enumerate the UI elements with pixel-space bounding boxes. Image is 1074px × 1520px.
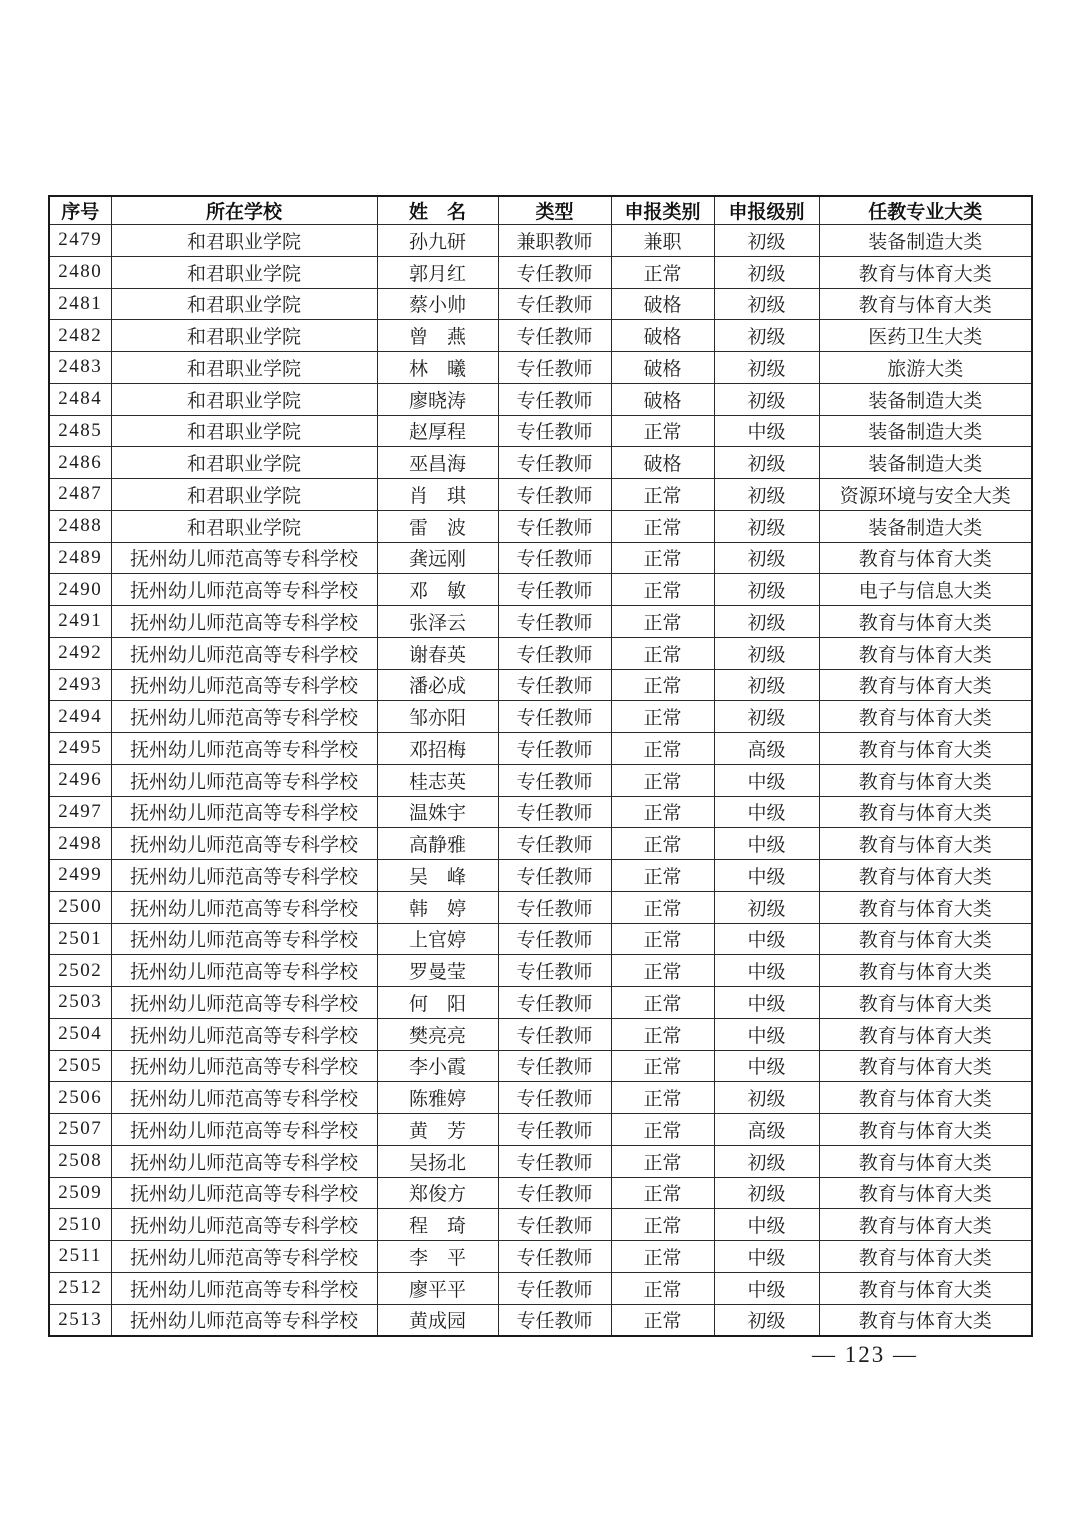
cell-level: 初级 bbox=[714, 225, 819, 257]
table-row bbox=[49, 1177, 1032, 1209]
cell-type: 专任教师 bbox=[498, 606, 611, 638]
cell-index: 2493 bbox=[49, 669, 111, 701]
cell-type: 专任教师 bbox=[498, 288, 611, 320]
cell-level: 中级 bbox=[714, 1241, 819, 1273]
cell-school: 抚州幼儿师范高等专科学校 bbox=[111, 923, 377, 955]
cell-name: 黄成园 bbox=[377, 1304, 498, 1336]
table-row bbox=[49, 447, 1032, 479]
cell-index: 2497 bbox=[49, 796, 111, 828]
cell-name: 龚远刚 bbox=[377, 542, 498, 574]
cell-index: 2494 bbox=[49, 701, 111, 733]
cell-index: 2502 bbox=[49, 955, 111, 987]
cell-type: 专任教师 bbox=[498, 796, 611, 828]
cell-name: 程 琦 bbox=[377, 1209, 498, 1241]
cell-type: 专任教师 bbox=[498, 320, 611, 352]
cell-school: 抚州幼儿师范高等专科学校 bbox=[111, 606, 377, 638]
table-row bbox=[49, 764, 1032, 796]
cell-type: 专任教师 bbox=[498, 1272, 611, 1304]
cell-school: 抚州幼儿师范高等专科学校 bbox=[111, 1304, 377, 1336]
cell-index: 2508 bbox=[49, 1145, 111, 1177]
cell-category: 破格 bbox=[611, 320, 714, 352]
cell-major: 装备制造大类 bbox=[819, 383, 1032, 415]
cell-major: 资源环境与安全大类 bbox=[819, 479, 1032, 511]
cell-school: 抚州幼儿师范高等专科学校 bbox=[111, 1209, 377, 1241]
cell-name: 李小霞 bbox=[377, 1050, 498, 1082]
cell-type: 专任教师 bbox=[498, 987, 611, 1019]
cell-category: 正常 bbox=[611, 828, 714, 860]
table-row bbox=[49, 1241, 1032, 1273]
cell-category: 正常 bbox=[611, 669, 714, 701]
cell-major: 教育与体育大类 bbox=[819, 1209, 1032, 1241]
cell-major: 教育与体育大类 bbox=[819, 828, 1032, 860]
cell-name: 巫昌海 bbox=[377, 447, 498, 479]
cell-category: 正常 bbox=[611, 1114, 714, 1146]
cell-school: 抚州幼儿师范高等专科学校 bbox=[111, 733, 377, 765]
cell-category: 正常 bbox=[611, 606, 714, 638]
cell-school: 和君职业学院 bbox=[111, 288, 377, 320]
cell-school: 抚州幼儿师范高等专科学校 bbox=[111, 1050, 377, 1082]
table-row bbox=[49, 1209, 1032, 1241]
cell-major: 教育与体育大类 bbox=[819, 669, 1032, 701]
cell-level: 中级 bbox=[714, 1209, 819, 1241]
cell-category: 正常 bbox=[611, 1272, 714, 1304]
cell-major: 教育与体育大类 bbox=[819, 1272, 1032, 1304]
cell-major: 教育与体育大类 bbox=[819, 1145, 1032, 1177]
cell-index: 2486 bbox=[49, 447, 111, 479]
cell-level: 中级 bbox=[714, 1018, 819, 1050]
table-row bbox=[49, 1304, 1032, 1336]
cell-index: 2501 bbox=[49, 923, 111, 955]
table-row bbox=[49, 637, 1032, 669]
cell-index: 2481 bbox=[49, 288, 111, 320]
cell-category: 正常 bbox=[611, 1209, 714, 1241]
table-row bbox=[49, 796, 1032, 828]
cell-category: 正常 bbox=[611, 637, 714, 669]
cell-major: 装备制造大类 bbox=[819, 510, 1032, 542]
cell-index: 2484 bbox=[49, 383, 111, 415]
cell-level: 中级 bbox=[714, 1272, 819, 1304]
cell-school: 抚州幼儿师范高等专科学校 bbox=[111, 796, 377, 828]
cell-index: 2507 bbox=[49, 1114, 111, 1146]
cell-level: 中级 bbox=[714, 415, 819, 447]
cell-school: 和君职业学院 bbox=[111, 256, 377, 288]
cell-major: 教育与体育大类 bbox=[819, 1018, 1032, 1050]
cell-name: 樊亮亮 bbox=[377, 1018, 498, 1050]
cell-level: 初级 bbox=[714, 479, 819, 511]
cell-category: 破格 bbox=[611, 383, 714, 415]
column-header-index: 序号 bbox=[49, 196, 111, 225]
cell-major: 教育与体育大类 bbox=[819, 796, 1032, 828]
cell-school: 抚州幼儿师范高等专科学校 bbox=[111, 1272, 377, 1304]
cell-level: 初级 bbox=[714, 1145, 819, 1177]
cell-type: 专任教师 bbox=[498, 352, 611, 384]
cell-index: 2503 bbox=[49, 987, 111, 1019]
cell-major: 教育与体育大类 bbox=[819, 542, 1032, 574]
cell-index: 2489 bbox=[49, 542, 111, 574]
cell-index: 2510 bbox=[49, 1209, 111, 1241]
cell-major: 教育与体育大类 bbox=[819, 733, 1032, 765]
column-header-type: 类型 bbox=[498, 196, 611, 225]
cell-type: 专任教师 bbox=[498, 256, 611, 288]
cell-index: 2511 bbox=[49, 1241, 111, 1273]
cell-major: 教育与体育大类 bbox=[819, 891, 1032, 923]
column-header-category: 申报类别 bbox=[611, 196, 714, 225]
table-row bbox=[49, 828, 1032, 860]
cell-type: 专任教师 bbox=[498, 415, 611, 447]
cell-category: 正常 bbox=[611, 796, 714, 828]
cell-school: 抚州幼儿师范高等专科学校 bbox=[111, 1082, 377, 1114]
cell-major: 医药卫生大类 bbox=[819, 320, 1032, 352]
cell-index: 2504 bbox=[49, 1018, 111, 1050]
cell-type: 专任教师 bbox=[498, 828, 611, 860]
cell-name: 上官婷 bbox=[377, 923, 498, 955]
cell-major: 装备制造大类 bbox=[819, 225, 1032, 257]
cell-level: 初级 bbox=[714, 701, 819, 733]
column-header-name: 姓 名 bbox=[377, 196, 498, 225]
cell-name: 雷 波 bbox=[377, 510, 498, 542]
cell-name: 桂志英 bbox=[377, 764, 498, 796]
cell-index: 2488 bbox=[49, 510, 111, 542]
cell-school: 和君职业学院 bbox=[111, 352, 377, 384]
table-row bbox=[49, 733, 1032, 765]
cell-name: 郑俊方 bbox=[377, 1177, 498, 1209]
cell-index: 2509 bbox=[49, 1177, 111, 1209]
table-header-row bbox=[49, 196, 1032, 225]
cell-type: 专任教师 bbox=[498, 955, 611, 987]
table-row bbox=[49, 669, 1032, 701]
cell-school: 抚州幼儿师范高等专科学校 bbox=[111, 574, 377, 606]
cell-category: 正常 bbox=[611, 1082, 714, 1114]
cell-name: 韩 婷 bbox=[377, 891, 498, 923]
table-row bbox=[49, 1082, 1032, 1114]
cell-school: 抚州幼儿师范高等专科学校 bbox=[111, 891, 377, 923]
cell-type: 专任教师 bbox=[498, 479, 611, 511]
cell-type: 专任教师 bbox=[498, 637, 611, 669]
cell-level: 高级 bbox=[714, 733, 819, 765]
cell-name: 邹亦阳 bbox=[377, 701, 498, 733]
cell-index: 2505 bbox=[49, 1050, 111, 1082]
cell-type: 专任教师 bbox=[498, 447, 611, 479]
cell-level: 中级 bbox=[714, 764, 819, 796]
table-row bbox=[49, 256, 1032, 288]
cell-major: 装备制造大类 bbox=[819, 447, 1032, 479]
cell-name: 张泽云 bbox=[377, 606, 498, 638]
table-row bbox=[49, 479, 1032, 511]
cell-major: 教育与体育大类 bbox=[819, 288, 1032, 320]
cell-school: 和君职业学院 bbox=[111, 447, 377, 479]
cell-type: 专任教师 bbox=[498, 1114, 611, 1146]
table-row bbox=[49, 923, 1032, 955]
table-row bbox=[49, 860, 1032, 892]
cell-school: 和君职业学院 bbox=[111, 510, 377, 542]
cell-major: 教育与体育大类 bbox=[819, 1050, 1032, 1082]
cell-type: 专任教师 bbox=[498, 1209, 611, 1241]
cell-type: 专任教师 bbox=[498, 1241, 611, 1273]
cell-major: 教育与体育大类 bbox=[819, 987, 1032, 1019]
column-header-major: 任教专业大类 bbox=[819, 196, 1032, 225]
column-header-level: 申报级别 bbox=[714, 196, 819, 225]
cell-type: 专任教师 bbox=[498, 891, 611, 923]
cell-index: 2499 bbox=[49, 860, 111, 892]
cell-name: 何 阳 bbox=[377, 987, 498, 1019]
cell-level: 中级 bbox=[714, 955, 819, 987]
cell-name: 肖 琪 bbox=[377, 479, 498, 511]
cell-major: 教育与体育大类 bbox=[819, 955, 1032, 987]
cell-major: 教育与体育大类 bbox=[819, 637, 1032, 669]
cell-school: 抚州幼儿师范高等专科学校 bbox=[111, 1114, 377, 1146]
cell-name: 赵厚程 bbox=[377, 415, 498, 447]
cell-type: 专任教师 bbox=[498, 860, 611, 892]
cell-school: 抚州幼儿师范高等专科学校 bbox=[111, 1018, 377, 1050]
cell-category: 正常 bbox=[611, 1145, 714, 1177]
cell-type: 专任教师 bbox=[498, 510, 611, 542]
table-row bbox=[49, 955, 1032, 987]
table-row bbox=[49, 320, 1032, 352]
cell-type: 专任教师 bbox=[498, 574, 611, 606]
cell-category: 正常 bbox=[611, 415, 714, 447]
cell-index: 2479 bbox=[49, 225, 111, 257]
cell-school: 抚州幼儿师范高等专科学校 bbox=[111, 637, 377, 669]
cell-level: 初级 bbox=[714, 1082, 819, 1114]
cell-school: 抚州幼儿师范高等专科学校 bbox=[111, 542, 377, 574]
cell-level: 初级 bbox=[714, 1177, 819, 1209]
cell-category: 正常 bbox=[611, 860, 714, 892]
cell-type: 专任教师 bbox=[498, 701, 611, 733]
cell-level: 中级 bbox=[714, 987, 819, 1019]
cell-name: 温姝宇 bbox=[377, 796, 498, 828]
cell-major: 教育与体育大类 bbox=[819, 606, 1032, 638]
cell-type: 专任教师 bbox=[498, 669, 611, 701]
cell-level: 初级 bbox=[714, 256, 819, 288]
cell-name: 吴扬北 bbox=[377, 1145, 498, 1177]
cell-type: 专任教师 bbox=[498, 1082, 611, 1114]
cell-school: 和君职业学院 bbox=[111, 383, 377, 415]
page-number: — 123 — bbox=[812, 1342, 918, 1367]
cell-category: 正常 bbox=[611, 1304, 714, 1336]
cell-level: 初级 bbox=[714, 542, 819, 574]
cell-school: 和君职业学院 bbox=[111, 320, 377, 352]
cell-name: 陈雅婷 bbox=[377, 1082, 498, 1114]
table-row bbox=[49, 1114, 1032, 1146]
cell-name: 曾 燕 bbox=[377, 320, 498, 352]
cell-major: 教育与体育大类 bbox=[819, 860, 1032, 892]
cell-index: 2487 bbox=[49, 479, 111, 511]
cell-level: 中级 bbox=[714, 923, 819, 955]
table-row bbox=[49, 352, 1032, 384]
cell-category: 正常 bbox=[611, 574, 714, 606]
cell-category: 正常 bbox=[611, 701, 714, 733]
table-row bbox=[49, 225, 1032, 257]
cell-major: 教育与体育大类 bbox=[819, 1082, 1032, 1114]
cell-index: 2483 bbox=[49, 352, 111, 384]
cell-name: 罗曼莹 bbox=[377, 955, 498, 987]
cell-index: 2480 bbox=[49, 256, 111, 288]
cell-category: 正常 bbox=[611, 764, 714, 796]
cell-category: 正常 bbox=[611, 1050, 714, 1082]
cell-level: 中级 bbox=[714, 828, 819, 860]
cell-level: 初级 bbox=[714, 447, 819, 479]
cell-category: 破格 bbox=[611, 447, 714, 479]
cell-level: 初级 bbox=[714, 510, 819, 542]
cell-name: 谢春英 bbox=[377, 637, 498, 669]
cell-category: 正常 bbox=[611, 955, 714, 987]
cell-level: 初级 bbox=[714, 1304, 819, 1336]
cell-type: 专任教师 bbox=[498, 542, 611, 574]
cell-major: 教育与体育大类 bbox=[819, 256, 1032, 288]
cell-school: 抚州幼儿师范高等专科学校 bbox=[111, 1177, 377, 1209]
cell-index: 2496 bbox=[49, 764, 111, 796]
cell-major: 教育与体育大类 bbox=[819, 1177, 1032, 1209]
table-row bbox=[49, 1050, 1032, 1082]
cell-level: 中级 bbox=[714, 796, 819, 828]
cell-category: 正常 bbox=[611, 1177, 714, 1209]
cell-category: 正常 bbox=[611, 479, 714, 511]
cell-major: 教育与体育大类 bbox=[819, 1114, 1032, 1146]
cell-major: 旅游大类 bbox=[819, 352, 1032, 384]
cell-category: 正常 bbox=[611, 923, 714, 955]
cell-index: 2492 bbox=[49, 637, 111, 669]
cell-type: 专任教师 bbox=[498, 1018, 611, 1050]
cell-school: 抚州幼儿师范高等专科学校 bbox=[111, 828, 377, 860]
cell-name: 郭月红 bbox=[377, 256, 498, 288]
cell-index: 2485 bbox=[49, 415, 111, 447]
cell-school: 抚州幼儿师范高等专科学校 bbox=[111, 860, 377, 892]
cell-index: 2512 bbox=[49, 1272, 111, 1304]
cell-type: 专任教师 bbox=[498, 764, 611, 796]
cell-index: 2491 bbox=[49, 606, 111, 638]
table-row bbox=[49, 987, 1032, 1019]
cell-level: 中级 bbox=[714, 860, 819, 892]
cell-name: 邓 敏 bbox=[377, 574, 498, 606]
cell-level: 初级 bbox=[714, 574, 819, 606]
cell-level: 初级 bbox=[714, 383, 819, 415]
cell-major: 教育与体育大类 bbox=[819, 923, 1032, 955]
teacher-roster-table bbox=[48, 195, 1033, 1337]
cell-index: 2506 bbox=[49, 1082, 111, 1114]
table-row bbox=[49, 383, 1032, 415]
cell-name: 孙九研 bbox=[377, 225, 498, 257]
cell-major: 装备制造大类 bbox=[819, 415, 1032, 447]
cell-type: 专任教师 bbox=[498, 733, 611, 765]
cell-category: 正常 bbox=[611, 542, 714, 574]
cell-major: 电子与信息大类 bbox=[819, 574, 1032, 606]
cell-level: 初级 bbox=[714, 352, 819, 384]
cell-name: 林 曦 bbox=[377, 352, 498, 384]
cell-level: 中级 bbox=[714, 1050, 819, 1082]
cell-index: 2482 bbox=[49, 320, 111, 352]
cell-level: 初级 bbox=[714, 288, 819, 320]
cell-category: 正常 bbox=[611, 1018, 714, 1050]
table-row bbox=[49, 1272, 1032, 1304]
table-row bbox=[49, 891, 1032, 923]
cell-name: 高静雅 bbox=[377, 828, 498, 860]
table-row bbox=[49, 701, 1032, 733]
cell-category: 破格 bbox=[611, 288, 714, 320]
cell-level: 初级 bbox=[714, 891, 819, 923]
cell-school: 抚州幼儿师范高等专科学校 bbox=[111, 955, 377, 987]
cell-name: 廖平平 bbox=[377, 1272, 498, 1304]
table-row bbox=[49, 574, 1032, 606]
cell-index: 2495 bbox=[49, 733, 111, 765]
cell-category: 正常 bbox=[611, 891, 714, 923]
table-row bbox=[49, 1145, 1032, 1177]
cell-level: 初级 bbox=[714, 637, 819, 669]
cell-level: 初级 bbox=[714, 669, 819, 701]
cell-category: 兼职 bbox=[611, 225, 714, 257]
cell-category: 正常 bbox=[611, 1241, 714, 1273]
cell-school: 和君职业学院 bbox=[111, 225, 377, 257]
cell-major: 教育与体育大类 bbox=[819, 1304, 1032, 1336]
cell-school: 抚州幼儿师范高等专科学校 bbox=[111, 701, 377, 733]
cell-type: 专任教师 bbox=[498, 1304, 611, 1336]
table-row bbox=[49, 415, 1032, 447]
cell-category: 正常 bbox=[611, 510, 714, 542]
cell-name: 廖晓涛 bbox=[377, 383, 498, 415]
cell-category: 正常 bbox=[611, 733, 714, 765]
table-row bbox=[49, 1018, 1032, 1050]
cell-name: 邓招梅 bbox=[377, 733, 498, 765]
cell-type: 专任教师 bbox=[498, 383, 611, 415]
cell-school: 抚州幼儿师范高等专科学校 bbox=[111, 764, 377, 796]
cell-type: 专任教师 bbox=[498, 1050, 611, 1082]
cell-major: 教育与体育大类 bbox=[819, 764, 1032, 796]
table-row bbox=[49, 288, 1032, 320]
cell-school: 和君职业学院 bbox=[111, 415, 377, 447]
cell-category: 正常 bbox=[611, 987, 714, 1019]
cell-name: 李 平 bbox=[377, 1241, 498, 1273]
cell-type: 专任教师 bbox=[498, 923, 611, 955]
cell-name: 吴 峰 bbox=[377, 860, 498, 892]
cell-school: 抚州幼儿师范高等专科学校 bbox=[111, 1241, 377, 1273]
cell-name: 蔡小帅 bbox=[377, 288, 498, 320]
cell-name: 潘必成 bbox=[377, 669, 498, 701]
cell-index: 2498 bbox=[49, 828, 111, 860]
cell-school: 抚州幼儿师范高等专科学校 bbox=[111, 1145, 377, 1177]
cell-school: 和君职业学院 bbox=[111, 479, 377, 511]
table-row bbox=[49, 510, 1032, 542]
cell-index: 2500 bbox=[49, 891, 111, 923]
cell-category: 正常 bbox=[611, 256, 714, 288]
table-row bbox=[49, 606, 1032, 638]
cell-index: 2513 bbox=[49, 1304, 111, 1336]
cell-index: 2490 bbox=[49, 574, 111, 606]
cell-level: 初级 bbox=[714, 320, 819, 352]
cell-major: 教育与体育大类 bbox=[819, 1241, 1032, 1273]
cell-type: 专任教师 bbox=[498, 1177, 611, 1209]
cell-type: 专任教师 bbox=[498, 1145, 611, 1177]
cell-school: 抚州幼儿师范高等专科学校 bbox=[111, 669, 377, 701]
table-row bbox=[49, 542, 1032, 574]
cell-level: 高级 bbox=[714, 1114, 819, 1146]
cell-name: 黄 芳 bbox=[377, 1114, 498, 1146]
cell-type: 兼职教师 bbox=[498, 225, 611, 257]
cell-level: 初级 bbox=[714, 606, 819, 638]
column-header-school: 所在学校 bbox=[111, 196, 377, 225]
cell-school: 抚州幼儿师范高等专科学校 bbox=[111, 987, 377, 1019]
cell-major: 教育与体育大类 bbox=[819, 701, 1032, 733]
cell-category: 破格 bbox=[611, 352, 714, 384]
